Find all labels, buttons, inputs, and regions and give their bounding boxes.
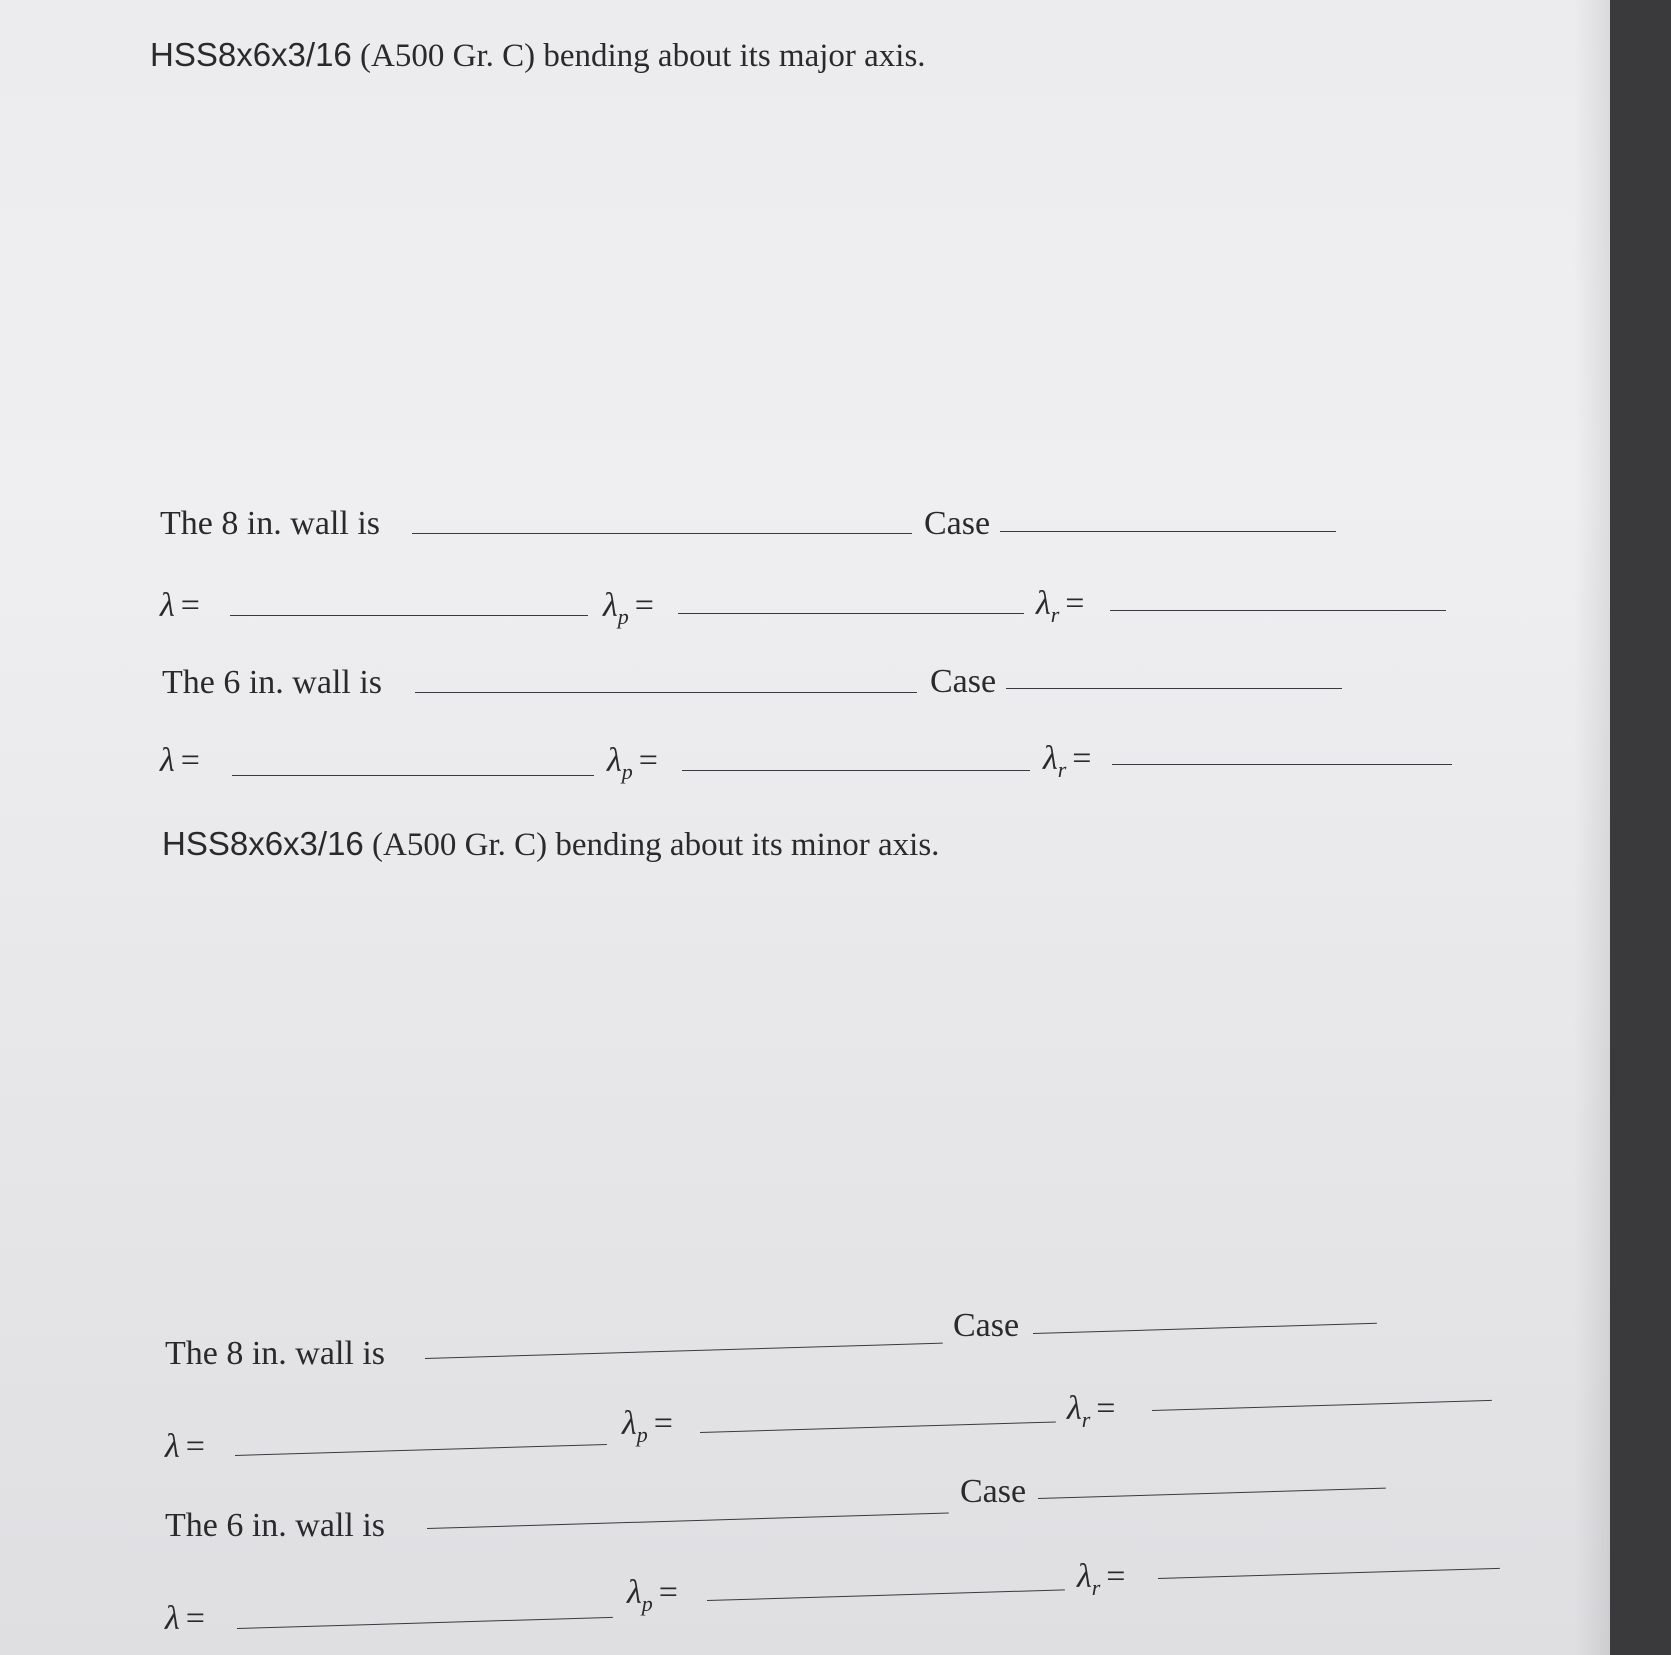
lambda-label bbox=[165, 1428, 205, 1466]
section-description: (A500 Gr. C) bending about its major axis. bbox=[360, 38, 926, 74]
equals-sign: = bbox=[1072, 740, 1092, 777]
lambda-p-label bbox=[603, 587, 654, 630]
subscript-r: r bbox=[1081, 1406, 1091, 1432]
subscript-r: r bbox=[1050, 601, 1060, 627]
section-title-minor-axis bbox=[162, 825, 939, 864]
subscript-r: r bbox=[1091, 1574, 1101, 1600]
lambda-symbol: λ bbox=[622, 1405, 637, 1442]
lambda-r-label bbox=[1077, 1558, 1125, 1601]
subscript-p: p bbox=[617, 603, 629, 629]
lambda-r-label bbox=[1043, 740, 1091, 783]
lambda-r-blank[interactable] bbox=[1158, 1568, 1500, 1579]
case-blank[interactable] bbox=[1033, 1323, 1377, 1334]
lambda-blank[interactable] bbox=[232, 775, 594, 776]
case-blank[interactable] bbox=[1000, 531, 1336, 532]
case-blank[interactable] bbox=[1038, 1488, 1386, 1499]
lambda-label bbox=[160, 587, 200, 625]
wall-8in-label: The 8 in. wall is bbox=[165, 1335, 386, 1372]
equals-sign: = bbox=[185, 1600, 205, 1637]
lambda-p-blank[interactable] bbox=[707, 1589, 1065, 1601]
lambda-r-blank[interactable] bbox=[1152, 1400, 1492, 1411]
section-code: HSS8x6x3/16 bbox=[162, 825, 364, 862]
subscript-p: p bbox=[641, 1590, 653, 1616]
section-description: (A500 Gr. C) bending about its minor axis. bbox=[372, 827, 940, 863]
equals-sign: = bbox=[180, 587, 200, 624]
case-blank[interactable] bbox=[1006, 688, 1342, 689]
lambda-r-blank[interactable] bbox=[1110, 610, 1446, 611]
equals-sign: = bbox=[638, 742, 658, 779]
equals-sign: = bbox=[634, 587, 654, 624]
equals-sign: = bbox=[180, 742, 200, 779]
lambda-symbol: λ bbox=[607, 742, 622, 779]
section-title-major-axis bbox=[150, 36, 926, 75]
lambda-symbol: λ bbox=[165, 1600, 180, 1637]
lambda-symbol: λ bbox=[1043, 740, 1058, 777]
equals-sign: = bbox=[1065, 585, 1085, 622]
lambda-p-label bbox=[622, 1405, 673, 1448]
wall-6in-blank[interactable] bbox=[427, 1513, 949, 1529]
wall-6in-blank[interactable] bbox=[415, 692, 917, 693]
wall-8in-blank[interactable] bbox=[412, 533, 912, 534]
lambda-p-blank[interactable] bbox=[700, 1421, 1056, 1433]
lambda-symbol: λ bbox=[160, 742, 175, 779]
lambda-symbol: λ bbox=[603, 587, 618, 624]
lambda-label bbox=[165, 1600, 205, 1638]
lambda-p-label bbox=[607, 742, 658, 785]
lambda-symbol: λ bbox=[160, 587, 175, 624]
wall-8in-blank[interactable] bbox=[425, 1343, 943, 1359]
lambda-symbol: λ bbox=[1067, 1390, 1082, 1427]
case-label: Case bbox=[953, 1307, 1020, 1344]
section-code: HSS8x6x3/16 bbox=[150, 36, 352, 73]
lambda-symbol: λ bbox=[1036, 585, 1051, 622]
wall-6in-label: The 6 in. wall is bbox=[165, 1507, 386, 1544]
lambda-symbol: λ bbox=[165, 1428, 180, 1465]
case-label: Case bbox=[930, 663, 997, 700]
lambda-r-blank[interactable] bbox=[1112, 764, 1452, 765]
subscript-r: r bbox=[1057, 756, 1067, 782]
lambda-p-label bbox=[627, 1574, 678, 1617]
lambda-label bbox=[160, 742, 200, 780]
lambda-blank[interactable] bbox=[235, 1444, 607, 1456]
equals-sign: = bbox=[185, 1428, 205, 1465]
equals-sign: = bbox=[658, 1574, 678, 1611]
lambda-symbol: λ bbox=[627, 1574, 642, 1611]
case-label: Case bbox=[960, 1473, 1027, 1510]
subscript-p: p bbox=[636, 1421, 648, 1447]
lambda-blank[interactable] bbox=[230, 615, 588, 616]
equals-sign: = bbox=[653, 1405, 673, 1442]
lambda-r-label bbox=[1036, 585, 1084, 628]
wall-6in-label: The 6 in. wall is bbox=[162, 664, 383, 701]
equals-sign: = bbox=[1106, 1558, 1126, 1595]
page-edge-shadow bbox=[1574, 0, 1610, 1655]
lambda-blank[interactable] bbox=[237, 1617, 613, 1629]
equals-sign: = bbox=[1096, 1390, 1116, 1427]
lambda-p-blank[interactable] bbox=[678, 613, 1024, 614]
subscript-p: p bbox=[621, 758, 633, 784]
wall-8in-label: The 8 in. wall is bbox=[160, 505, 381, 542]
lambda-p-blank[interactable] bbox=[682, 770, 1030, 771]
lambda-symbol: λ bbox=[1077, 1558, 1092, 1595]
case-label: Case bbox=[924, 505, 991, 542]
lambda-r-label bbox=[1067, 1390, 1115, 1433]
